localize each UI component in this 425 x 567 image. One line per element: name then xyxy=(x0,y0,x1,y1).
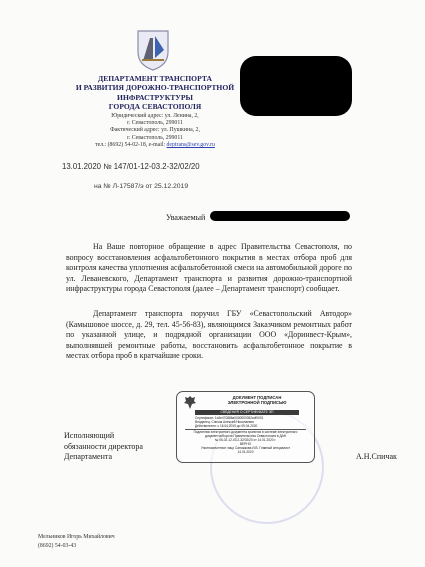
redacted-recipient-block xyxy=(240,56,352,116)
esign-title-line: ЭЛЕКТРОННОЙ ПОДПИСЬЮ xyxy=(227,400,287,405)
position-line: Исполняющий xyxy=(64,431,115,440)
legal-address-line: Юридический адрес: ул. Ленина, 2, xyxy=(111,113,199,119)
signatory-name: А.Н.Спичак xyxy=(356,452,397,461)
reference-number: на № Л-17587/э от 25.12.2019 xyxy=(94,183,189,190)
legal-address-city: г. Севастополь, 299011 xyxy=(127,120,183,127)
actual-address-line: Фактический адрес: ул. Пушкина, 2, xyxy=(110,127,200,134)
executor-name: Мельников Игорь Михайлович xyxy=(38,534,115,540)
department-address xyxy=(60,113,250,149)
greeting: Уважаемый xyxy=(166,213,206,222)
esign-note-line: Подлинник электронного документа хранится в системе электронного xyxy=(193,430,298,434)
esign-note-line: документооборота Правительства Севастополя в ДАН xyxy=(204,434,287,439)
esign-title xyxy=(207,395,307,405)
esign-owner-line: Владелец: Спичак Алексей Николаевич xyxy=(195,420,255,425)
esign-note-line: 14.01.2020 xyxy=(237,450,254,455)
actual-address-city: г. Севастополь, 299011 xyxy=(127,134,183,141)
signatory-position xyxy=(64,431,143,463)
body-paragraph-1: На Ваше повторное обращение в адрес Правительства Севастополя, по вопросу восстановления асфальтобетонного покрытия в местах отбора проб для контроля качества уплотнения асфальтобетонной смеси на автомобильной дороге по ул. Леваневского, Департамент транспорта и развития дорожно-транспортной инфраструктуры города Севастополя (далее – Департамент транспорт) сообщает. xyxy=(66,242,352,293)
position-line: Департамента xyxy=(64,452,113,462)
esign-note-line: ВЕРНО xyxy=(239,442,252,447)
dept-line: И РАЗВИТИЯ ДОРОЖНО-ТРАНСПОРТНОЙ xyxy=(75,83,235,93)
esign-valid-line: Действителен: с 16.04.2019 до 09.04.2020 xyxy=(195,424,258,429)
executor-phone: (8692) 54-03-43 xyxy=(38,542,77,549)
executor-info xyxy=(38,533,115,550)
position-line: обязанности директора xyxy=(64,441,143,451)
dept-line: ДЕПАРТАМЕНТ ТРАНСПОРТА xyxy=(97,74,212,83)
sevastopol-coat-of-arms-icon xyxy=(134,28,172,72)
esign-note xyxy=(183,430,308,455)
esign-cert-line: Сертификат: 1d4e470886a0000000052cdf0001 xyxy=(195,416,264,420)
esign-band: СВЕДЕНИЯ О СЕРТИФИКАТЕ ЭП xyxy=(195,410,299,415)
contacts-prefix: тел.: (8692) 54-02-18, e-mail: xyxy=(95,141,167,148)
department-name xyxy=(60,74,250,112)
esign-note-line: № 06-02-12-03.2-32/02/20 от 14.01.2020 г. xyxy=(214,438,277,443)
body-paragraph-2: Департамент транспорта поручил ГБУ «Севастопольский Автодор» (Камышовое шоссе, д. 29, тел. 45-56-83), являющимся Заказчиком ремонтных работ по указанной улице, и подрядной организации ООО «Доринвест-Крым», выполнявшей ремонтные работы, восстановить асфальтобетонное покрытие в местах отбора проб в кратчайшие сроки. xyxy=(66,309,352,360)
esign-cert-info xyxy=(195,416,299,429)
esign-note-line: Уполномоченное лицо Сапожкова И.В. Главный специалист xyxy=(200,446,291,451)
electronic-signature-stamp xyxy=(176,391,315,463)
contacts-line xyxy=(60,142,250,149)
redacted-recipient-name xyxy=(210,211,350,221)
email-link[interactable]: deptrans@sev.gov.ru xyxy=(166,141,215,148)
russian-eagle-emblem-icon xyxy=(183,395,197,410)
esign-title-line: ДОКУМЕНТ ПОДПИСАН xyxy=(232,395,282,400)
outgoing-number: 13.01.2020 № 147/01-12-03.2-32/02/20 xyxy=(62,162,200,171)
dept-line: ГОРОДА СЕВАСТОПОЛЯ xyxy=(108,102,202,112)
dept-line: ИНФРАСТРУКТУРЫ xyxy=(117,92,193,102)
